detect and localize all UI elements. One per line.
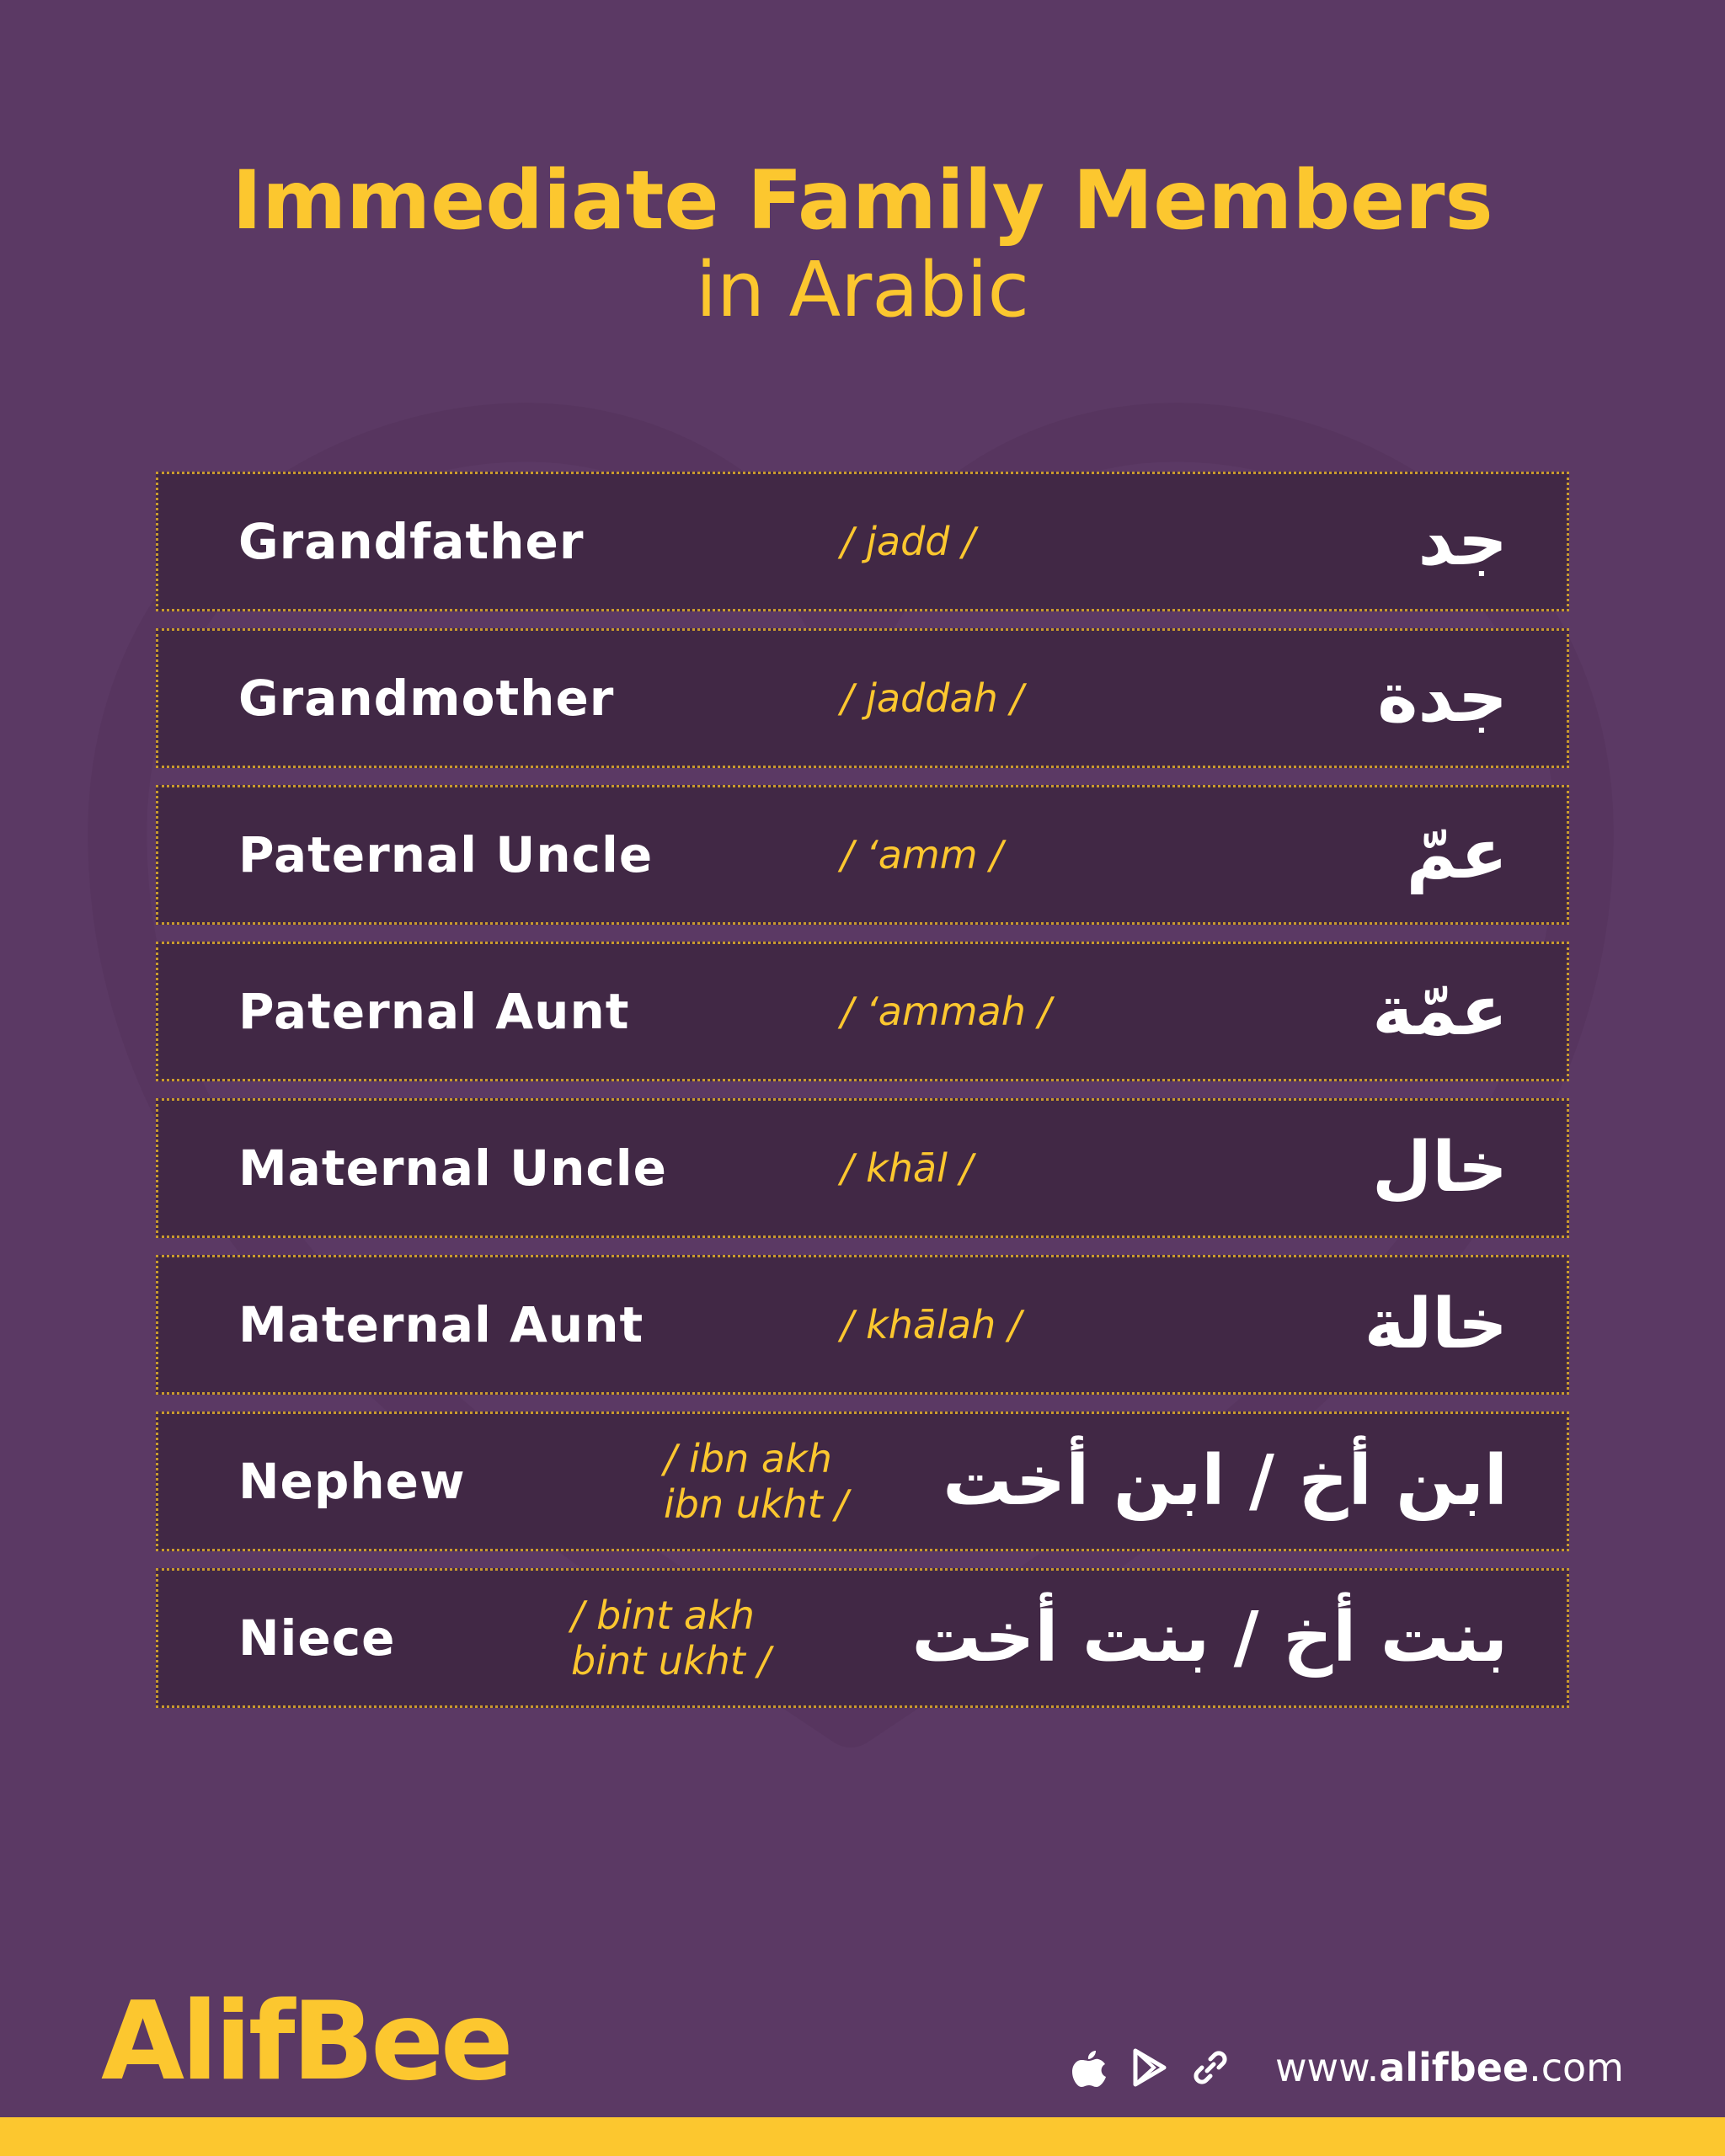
english-word: Maternal Aunt bbox=[238, 1296, 644, 1353]
english-word: Grandfather bbox=[238, 513, 585, 570]
alifbee-logo[interactable]: AlifBee bbox=[101, 1979, 510, 2105]
vocabulary-table bbox=[156, 472, 1569, 1725]
arabic-word: خال bbox=[1371, 1128, 1508, 1208]
apple-icon[interactable] bbox=[1070, 2048, 1108, 2087]
english-word: Paternal Uncle bbox=[238, 826, 654, 883]
bottom-accent-bar bbox=[0, 2117, 1725, 2156]
footer-links bbox=[1070, 2038, 1624, 2097]
transliteration: / jaddah / bbox=[841, 675, 1023, 721]
english-word: Maternal Uncle bbox=[238, 1139, 668, 1197]
link-icon[interactable] bbox=[1191, 2048, 1230, 2087]
vocab-row-grandfather bbox=[156, 472, 1569, 611]
transliteration: / jadd / bbox=[841, 519, 975, 564]
vocab-row-nephew bbox=[156, 1412, 1569, 1551]
english-word: Nephew bbox=[238, 1453, 466, 1510]
vocab-row-maternal-uncle bbox=[156, 1098, 1569, 1238]
vocab-row-paternal-aunt bbox=[156, 942, 1569, 1081]
arabic-word: عمّ bbox=[1406, 814, 1508, 894]
url-prefix: www. bbox=[1274, 2045, 1380, 2090]
play-store-icon[interactable] bbox=[1130, 2048, 1169, 2087]
english-word: Niece bbox=[238, 1609, 396, 1667]
transliteration: / bint akh bint ukht / bbox=[571, 1593, 771, 1684]
english-word: Grandmother bbox=[238, 670, 615, 727]
arabic-word: عمّة bbox=[1372, 971, 1508, 1051]
english-word: Paternal Aunt bbox=[238, 983, 630, 1040]
url-suffix: .com bbox=[1529, 2045, 1624, 2090]
arabic-word: بنت أخ / بنت أخت bbox=[911, 1598, 1508, 1678]
vocab-row-maternal-aunt bbox=[156, 1255, 1569, 1395]
url-domain: alifbee bbox=[1379, 2045, 1530, 2090]
page-title: Immediate Family Members bbox=[232, 153, 1493, 248]
arabic-word: ابن أخ / ابن أخت bbox=[943, 1441, 1508, 1521]
transliteration: / khāl / bbox=[841, 1145, 974, 1191]
website-link[interactable] bbox=[1275, 2045, 1624, 2090]
transliteration: / ‘amm / bbox=[841, 832, 1003, 878]
vocab-row-paternal-uncle bbox=[156, 785, 1569, 925]
vocab-row-niece bbox=[156, 1568, 1569, 1708]
arabic-word: خالة bbox=[1364, 1284, 1508, 1364]
arabic-word: جد bbox=[1418, 501, 1508, 581]
transliteration: / khālah / bbox=[841, 1302, 1022, 1348]
page-subtitle: in Arabic bbox=[696, 246, 1029, 334]
transliteration: / ibn akh ibn ukht / bbox=[664, 1436, 848, 1527]
transliteration: / ‘ammah / bbox=[841, 989, 1052, 1034]
vocab-row-grandmother bbox=[156, 628, 1569, 768]
arabic-word: جدة bbox=[1377, 658, 1508, 738]
